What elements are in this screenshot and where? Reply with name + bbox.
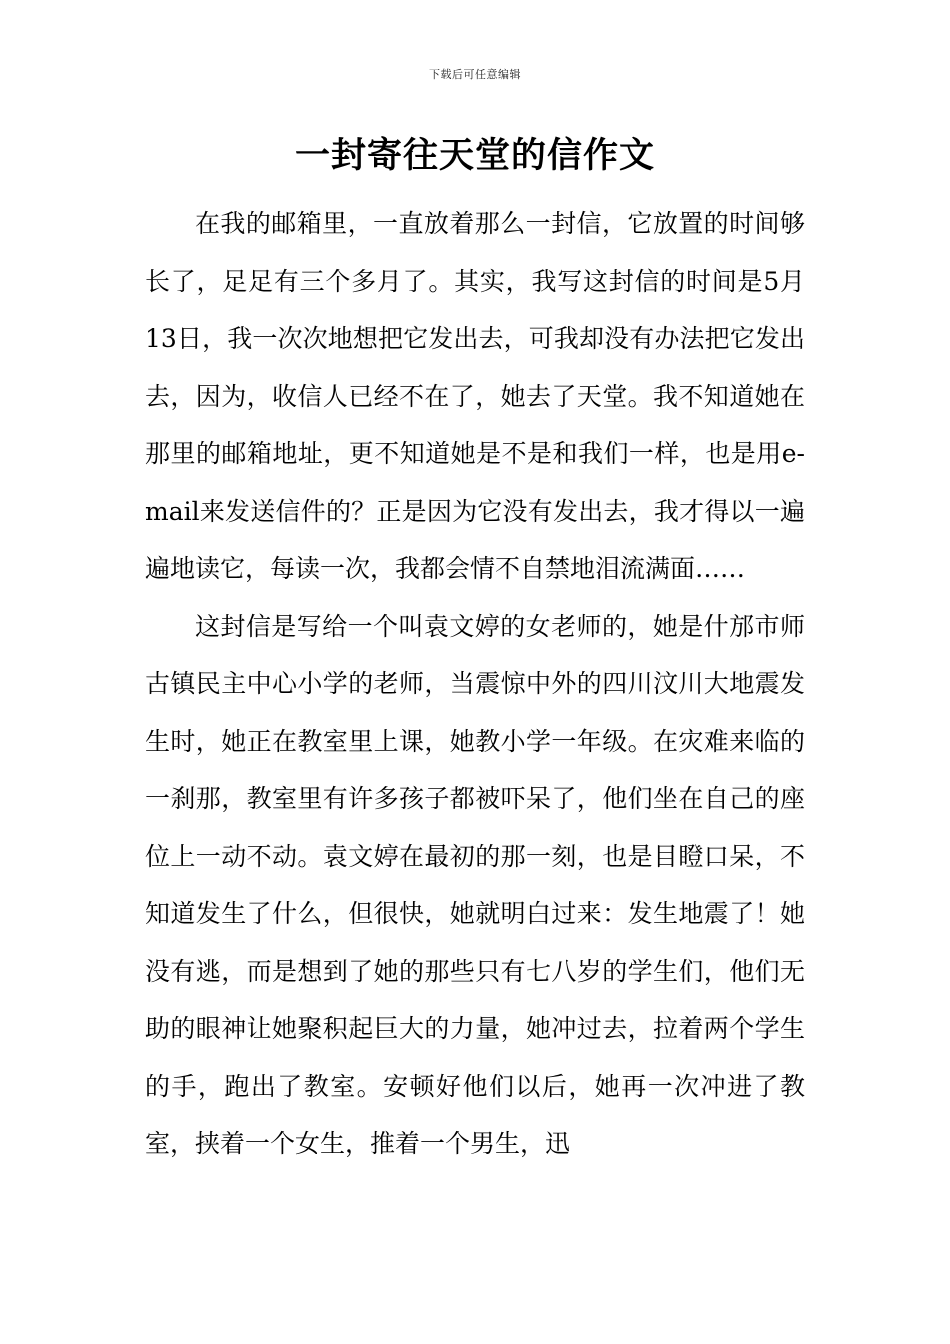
paragraph: 在我的邮箱里，一直放着那么一封信，它放置的时间够长了，足足有三个多月了。其实，我写这封信的时间是5月13日，我一次次地想把它发出去，可我却没有办法把它发出去，因为，收信人已经不在了，她去了天堂。我不知道她在那里的邮箱地址，更不知道她是不是和我们一样，也是用e-mail来发送信件的？正是因为它没有发出去，我才得以一遍遍地读它，每读一次，我都会情不自禁地泪流满面…… <box>145 209 805 583</box>
paragraph: 这封信是写给一个叫袁文婷的女老师的，她是什邡市师古镇民主中心小学的老师，当震惊中外的四川汶川大地震发生时，她正在教室里上课，她教小学一年级。在灾难来临的一刹那，教室里有许多孩子都被吓呆了，他们坐在自己的座位上一动不动。袁文婷在最初的那一刻，也是目瞪口呆，不知道发生了什么，但很快，她就明白过来：发生地震了！她没有逃，而是想到了她的那些只有七八岁的学生们，他们无助的眼神让她聚积起巨大的力量，她冲过去，拉着两个学生的手，跑出了教室。安顿好他们以后，她再一次冲进了教室，挟着一个女生，推着一个男生，迅 <box>145 611 805 1158</box>
page-title: 一封寄往天堂的信作文 <box>294 136 655 176</box>
article-body <box>145 195 805 1173</box>
header-note: 下载后可任意编辑 <box>429 68 521 81</box>
